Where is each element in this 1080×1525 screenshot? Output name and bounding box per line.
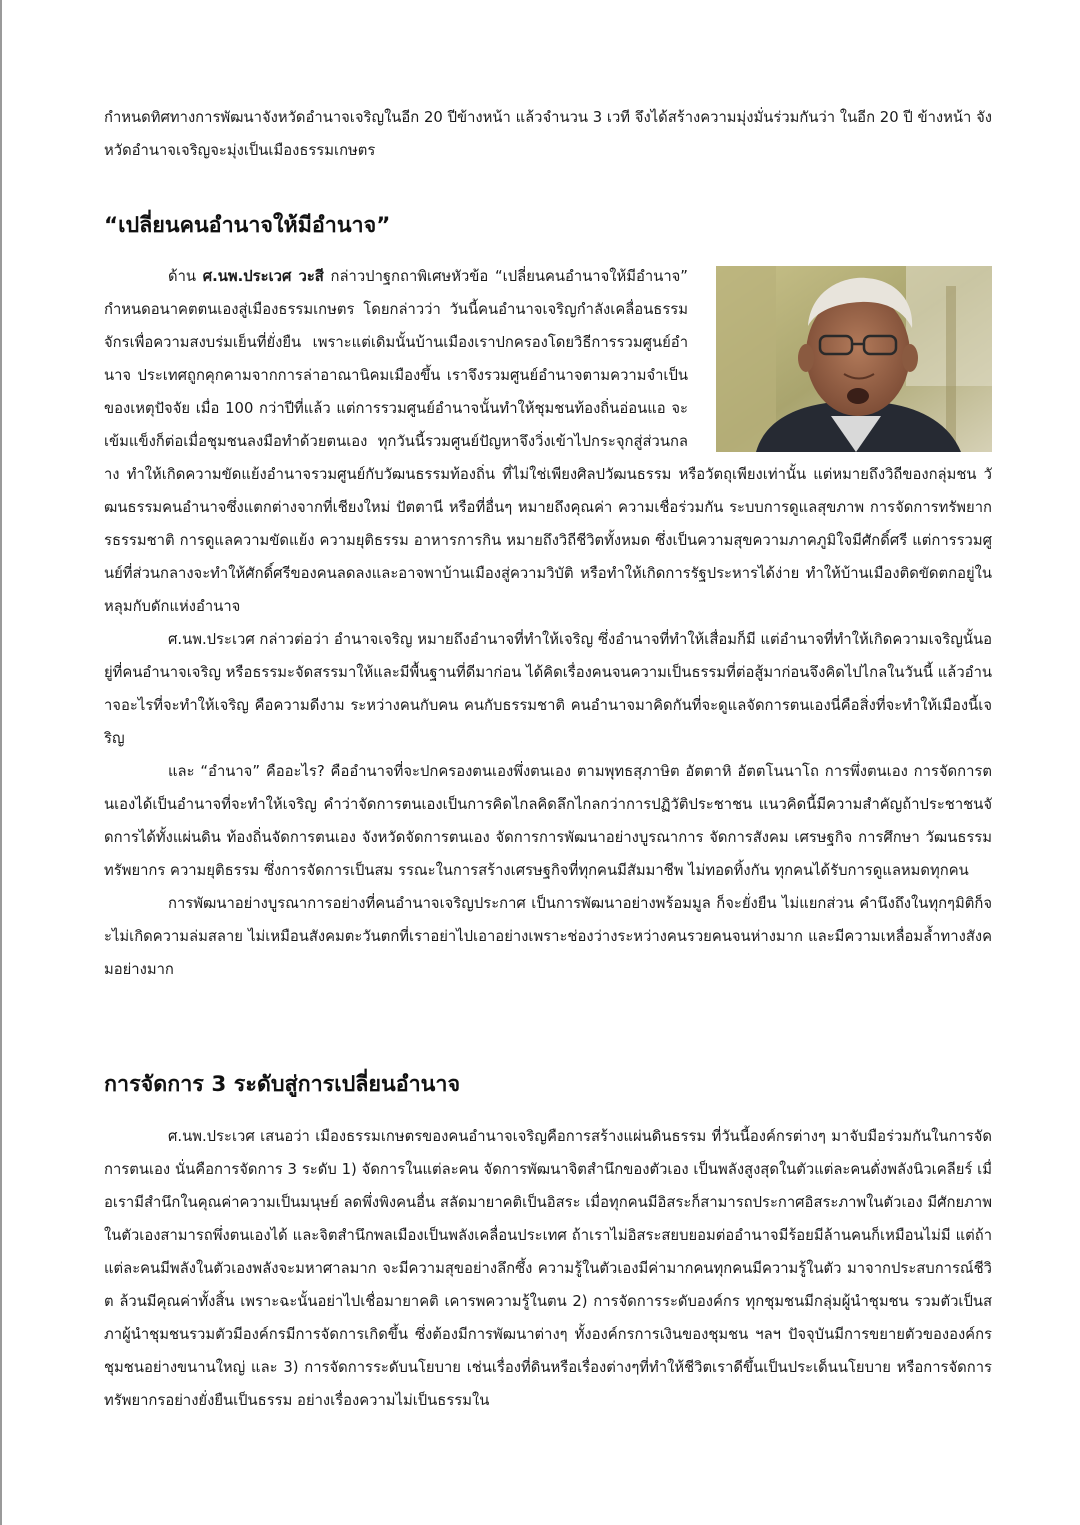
lead-word: ด้าน (168, 268, 197, 285)
page-edge (0, 0, 2, 1525)
section-heading-three-levels: การจัดการ 3 ระดับสู่การเปลี่ยนอำนาจ (104, 1072, 461, 1097)
paragraph-three-level-management: ศ.นพ.ประเวศ เสนอว่า เมืองธรรมเกษตรของคนอำนาจเจริญคือการสร้างแผ่นดินธรรม ที่วันนี้องค์กรต่างๆ มาจับมือร่วมกันในการจัดการตนเอง นั่นคือการจัดการ 3 ระดับ 1) จัดการในแต่ละคน จัดการพัฒนาจิตสำนึกของตัวเอง เป็นพลังสูงสุดในตัวแต่ละคนดั่งพลังนิวเคลียร์ เมื่อเรามีสำนึกในคุณค่าความเป็นมนุษย์ ลดพึ่งพิงคนอื่น สลัดมายาคติเป็นอิสระ เมื่อทุกคนมีอิสระก็สามารถประกาศอิสระภาพในตัวเอง มีศักยภาพในตัวเองสามารถพึ่งตนเองได้ และจิตสำนึกพลเมืองเป็นพลังเคลื่อนประเทศ ถ้าเราไม่อิสระสยบยอมต่ออำนาจมีร้อยมีล้านคนก็เหมือนไม่มี แต่ถ้าแต่ละคนมีพลังในตัวเองพลังจะมหาศาลมาก จะมีความสุขอย่างลึกซึ้ง ความรู้ในตัวเองมีค่ามากคนทุกคนมีความรู้ในตัว มาจากประสบการณ์ชีวิต ล้วนมีคุณค่าทั้งสิ้น เพราะฉะนั้นอย่าไปเชื่อมายาคติ เคารพความรู้ในตน 2) การจัดการระดับองค์กร ทุกชุมชนมีกลุ่มผู้นำชุมชน รวมตัวเป็นสภาผู้นำชุมชนรวมตัวมีองค์กรมีการจัดการเกิดขึ้น ซึ่งต้องมีการพัฒนาต่างๆ ทั้งองค์กรการเงินของชุมชน ฯลฯ ปัจจุบันมีการขยายตัวขององค์กรชุมชนอย่างขนานใหญ่ และ 3) การจัดการระดับนโยบาย เช่นเรื่องที่ดินหรือเรื่องต่างๆที่ทำให้ชีวิตเราดีขึ้นเป็นประเด็นนโยบาย หรือการจัดการทรัพยากรอย่างยั่งยืนเป็นธรรม อย่างเรื่องความไม่เป็นธรรมใน (104, 1128, 992, 1409)
speaker-photo (716, 266, 992, 452)
intro-block (104, 101, 992, 167)
section-change-power (104, 260, 992, 986)
paragraph-what-is-power: และ “อำนาจ” คืออะไร? คืออำนาจที่จะปกครองตนเองพึ่งตนเอง ตามพุทธสุภาษิต อัตตาหิ อัตตโนนาโถ การพึ่งตนเอง การจัดการตนเองได้เป็นอำนาจที่จะทำให้เจริญ คำว่าจัดการตนเองเป็นการคิดไกลคิดลึกไกลกว่าการปฏิวัติประชาชน แนวคิดนี้มีความสำคัญถ้าประชาชนจัดการได้ทั้งแผ่นดิน ท้องถิ่นจัดการตนเอง จังหวัดจัดการตนเอง จัดการการพัฒนาอย่างบูรณาการ จัดการสังคม เศรษฐกิจ การศึกษา วัฒนธรรม ทรัพยากร ความยุติธรรม ซึ่งการจัดการเป็นสม รรณะในการสร้างเศรษฐกิจที่ทุกคนมีสัมมาชีพ ไม่ทอดทิ้งกัน ทุกคนได้รับการดูแลหมดทุกคน (104, 763, 992, 879)
paragraph-speaker-intro-text: กล่าวปาฐกถาพิเศษหัวข้อ “เปลี่ยนคนอำนาจให้มีอำนาจ” กำหนดอนาคตตนเองสู่เมืองธรรมเกษตร โดยกล่าวว่า วันนี้คนอำนาจเจริญกำลังเคลื่อนธรรมจักรเพื่อความสงบร่มเย็นที่ยั่งยืน เพราะแต่เดิมนั้นบ้านเมืองเราปกครองโดยวิธีการรวมศูนย์อำนาจ ประเทศถูกคุกคามจากการล่าอาณานิคมเมืองขึ้น เราจึงรวมศูนย์อำนาจตามความจำเป็นของเหตุปัจจัย เมื่อ 100 กว่าปีที่แล้ว แต่การรวมศูนย์อำนาจนั้นทำให้ชุมชนท้องถิ่นอ่อนแอ จะเข้มแข็งก็ต่อเมื่อชุมชนลงมือทำด้วยตนเอง ทุกวันนี้รวมศูนย์ปัญหาจึงวิ่งเข้าไปกระจุกสู่ส่วนกลาง ทำให้เกิดความขัดแย้งอำนาจรวมศูนย์กับวัฒนธรรมท้องถิ่น ที่ไม่ใช่เพียงศิลปวัฒนธรรม หรือวัตถุเพียงเท่านั้น แต่หมายถึงวิถีของกลุ่มชน วัฒนธรรมคนอำนาจซึ่งแตกต่างจากที่เชียงใหม่ ปัตตานี หรือที่อื่นๆ หมายถึงคุณค่า ความเชื่อร่วมกัน ระบบการดูแลสุขภาพ การจัดการทรัพยากรธรรมชาติ การดูแลความขัดแย้ง ความยุติธรรม อาหารการกิน หมายถึงวิถีชีวิตทั้งหมด ซึ่งเป็นความสุขความภาคภูมิใจมีศักดิ์ศรี แต่การรวมศูนย์ที่ส่วนกลางจะทำให้ศักดิ์ศรีของคนลดลงและอาจพาบ้านเมืองสู่ความวิบัติ หรือทำให้เกิดการรัฐประหารได้ง่าย ทำให้บ้านเมืองติดขัดตกอยู่ในหลุมกับดักแห่งอำนาจ (104, 268, 992, 615)
section-heading-change-power: “เปลี่ยนคนอำนาจให้มีอำนาจ” (104, 213, 391, 238)
speaker-name: ศ.นพ.ประเวศ วะสี (202, 268, 324, 285)
speaker-portrait-image (716, 266, 992, 452)
paragraph-integrated-development: การพัฒนาอย่างบูรณาการอย่างที่คนอำนาจเจริญประกาศ เป็นการพัฒนาอย่างพร้อมมูล ก็จะยั่งยืน ไม่แยกส่วน คำนึงถึงในทุกๆมิติก็จะไม่เกิดความล่มสลาย ไม่เหมือนสังคมตะวันตกที่เราอย่าไปเอาอย่างเพราะช่องว่างระหว่างคนรวยคนจนห่างมาก และมีความเหลื่อมล้ำทางสังคมอย่างมาก (104, 895, 992, 978)
intro-paragraph: กำหนดทิศทางการพัฒนาจังหวัดอำนาจเจริญในอีก 20 ปีข้างหน้า แล้วจำนวน 3 เวที จึงได้สร้างความมุ่งมั่นร่วมกันว่า ในอีก 20 ปี ข้างหน้า จังหวัดอำนาจเจริญจะมุ่งเป็นเมืองธรรมเกษตร (104, 109, 992, 159)
section-three-levels (104, 1120, 992, 1417)
paragraph-amnat-meaning: ศ.นพ.ประเวศ กล่าวต่อว่า อำนาจเจริญ หมายถึงอำนาจที่ทำให้เจริญ ซึ่งอำนาจที่ทำให้เสื่อมก็มี แต่อำนาจที่ทำให้เกิดความเจริญนั้นอยู่ที่คนอำนาจเจริญ หรือธรรมะจัดสรรมาให้และมีพื้นฐานที่ดีมาก่อน ได้คิดเรื่องคนจนความเป็นธรรมที่ต่อสู้มาก่อนจึงคิดไปไกลในวันนี้ แล้วอำนาจอะไรที่จะทำให้เจริญ คือความดีงาม ระหว่างคนกับคน คนกับธรรมชาติ คนอำนาจมาคิดกันที่จะดูแลจัดการตนเองนี่คือสิ่งที่จะทำให้เมืองนี้เจริญ (104, 631, 992, 747)
